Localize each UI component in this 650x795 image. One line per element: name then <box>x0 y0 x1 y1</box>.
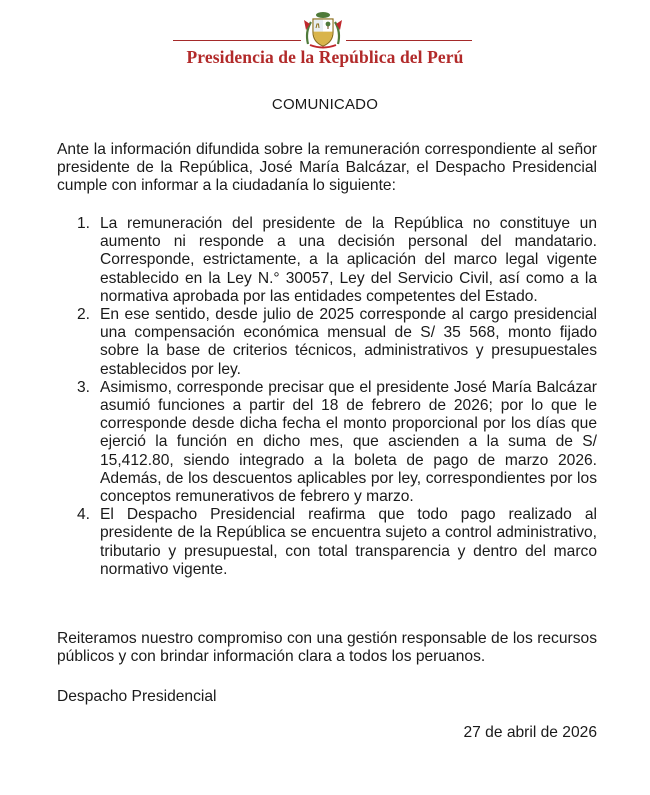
letterhead <box>0 0 650 75</box>
list-item-text: Asimismo, corresponde precisar que el presidente José María Balcázar asumió funciones a partir del 18 de febrero de 2026; por lo que le corresponde desde dicha fecha el monto proporcional por los días que ejerció la función en dicho mes, que ascienden a la suma de S/ 15,412.80, siendo integrado a la boleta de pago de marzo 2026. Además, de los descuentos aplicables por ley, correspondientes por los conceptos remunerativos de febrero y marzo. <box>100 378 597 506</box>
list-item-text: La remuneración del presidente de la República no constituye un aumento ni responde a una decisión personal del mandatario. Corresponde, estrictamente, a la aplicación del marco legal vigente establecido en la Ley N.° 30057, Ley del Servicio Civil, así como a la normativa aprobada por las entidades competentes del Estado. <box>100 215 597 305</box>
closing-paragraph: Reiteramos nuestro compromiso con una gestión responsable de los recursos públicos y con brindar información clara a todos los peruanos. <box>57 630 597 666</box>
list-item-number: 4. <box>77 506 91 524</box>
document-title: COMUNICADO <box>271 96 379 113</box>
signature: Despacho Presidencial <box>57 688 217 705</box>
list-item <box>57 506 597 579</box>
list-item <box>57 215 597 306</box>
list-item-text: El Despacho Presidencial reafirma que todo pago realizado al presidente de la República se encuentra sujeto a control administrativo, tributario y presupuestal, con total transparencia y dentro del marco normativo vigente. <box>100 506 597 578</box>
list-item <box>57 379 597 506</box>
letterhead-rule-left <box>173 40 301 41</box>
coat-of-arms-icon <box>302 10 344 50</box>
list-item-text: En ese sentido, desde julio de 2025 corresponde al cargo presidencial una compensación económica mensual de S/ 35 568, monto fijado sobre la base de criterios técnicos, administrativos y presupuestales establecidos por ley. <box>100 306 597 378</box>
organization-name: Presidencia de la República del Perú <box>186 47 464 67</box>
letterhead-rule-right <box>346 40 472 41</box>
list-item <box>57 306 597 379</box>
intro-paragraph: Ante la información difundida sobre la remuneración correspondiente al señor presidente de la República, José María Balcázar, el Despacho Presidencial cumple con informar a la ciudadanía lo siguiente: <box>57 141 597 195</box>
document-date: 27 de abril de 2026 <box>463 724 597 741</box>
numbered-list <box>57 215 597 579</box>
list-item-number: 2. <box>77 306 91 324</box>
list-item-number: 1. <box>77 215 91 232</box>
list-item-number: 3. <box>77 378 91 396</box>
